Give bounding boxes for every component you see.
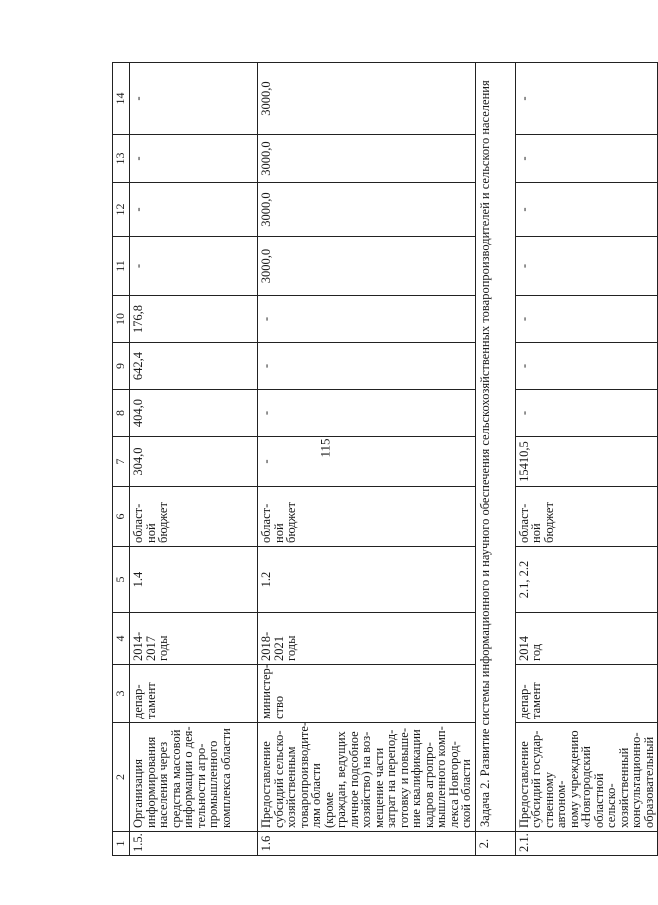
row-number: 2. (475, 832, 515, 856)
executor: министер- ство (258, 665, 476, 723)
value-cell: 642,4 (130, 343, 258, 390)
value-cell: - (258, 296, 476, 343)
value-cell: 15410,5 (515, 437, 658, 487)
value-cell: - (258, 437, 476, 487)
value-cell: - (258, 390, 476, 437)
table-row (258, 63, 476, 856)
value-cell: - (515, 135, 658, 183)
value-cell: 304,0 (130, 437, 258, 487)
period: 2014- 2017 годы (130, 613, 258, 665)
measure-name: Организация информирования населения через средства массовой информации о дея- тельности агро- промышленного комплекса области (130, 723, 258, 832)
value-cell: 404,0 (130, 390, 258, 437)
executor: депар- тамент (130, 665, 258, 723)
period: 2018- 2021 годы (258, 613, 476, 665)
targets: 1.4 (130, 547, 258, 613)
value-cell: 3000,0 (258, 237, 476, 296)
value-cell: - (515, 63, 658, 135)
value-cell: - (130, 237, 258, 296)
value-cell: - (515, 183, 658, 237)
row-number: 1.5. (130, 832, 258, 856)
header-cell: 5 (113, 547, 130, 613)
value-cell: 176,8 (130, 296, 258, 343)
period: 2014 год (515, 613, 658, 665)
header-cell: 4 (113, 613, 130, 665)
header-cell: 2 (113, 723, 130, 832)
table-row (130, 63, 258, 856)
funding-source: област- ной бюджет (258, 487, 476, 547)
header-cell: 6 (113, 487, 130, 547)
header-cell: 7 (113, 437, 130, 487)
header-cell: 1 (113, 832, 130, 856)
targets: 1.2 (258, 547, 476, 613)
value-cell: - (515, 390, 658, 437)
header-cell: 3 (113, 665, 130, 723)
value-cell: 3000,0 (258, 183, 476, 237)
header-cell: 11 (113, 237, 130, 296)
task-heading: Задача 2. Развитие системы информационного и научного обеспечения сельскохозяйственных товаропроизводителей и сельского населения (475, 63, 515, 832)
header-cell: 10 (113, 296, 130, 343)
value-cell: - (130, 183, 258, 237)
header-row (113, 63, 130, 856)
task-row (475, 63, 515, 856)
header-cell: 9 (113, 343, 130, 390)
value-cell: - (515, 343, 658, 390)
header-cell: 12 (113, 183, 130, 237)
table-row (515, 63, 658, 856)
value-cell: - (258, 343, 476, 390)
value-cell: - (130, 135, 258, 183)
measure-name: Предоставление субсидий сельско- хозяйственным товаропроизводите- лям области (кроме граждан, ведущих личное подсобное хозяйство) на воз- мещение части затрат на перепод- готовку и повыше- ние квалификации кадров агропро- мышленного комп- лекса Новгород- ской области (258, 723, 476, 832)
value-cell: 3000,0 (258, 63, 476, 135)
page-number: 115 (317, 438, 333, 458)
header-cell: 8 (113, 390, 130, 437)
value-cell: 3000,0 (258, 135, 476, 183)
funding-source: област- ной бюджет (130, 487, 258, 547)
value-cell: - (515, 237, 658, 296)
targets: 2.1, 2.2 (515, 547, 658, 613)
program-table (112, 63, 656, 856)
row-number: 1.6 (258, 832, 476, 856)
header-cell: 13 (113, 135, 130, 183)
measure-name: Предоставление субсидий государ- ственному автоном- ному учреждению «Новгородский областной сельско- хозяйственный консультационно- образовательный (515, 723, 658, 832)
row-number: 2.1. (515, 832, 658, 856)
funding-source: област- ной бюджет (515, 487, 658, 547)
header-cell: 14 (113, 63, 130, 135)
value-cell: - (130, 63, 258, 135)
executor: депар- тамент (515, 665, 658, 723)
value-cell: - (515, 296, 658, 343)
